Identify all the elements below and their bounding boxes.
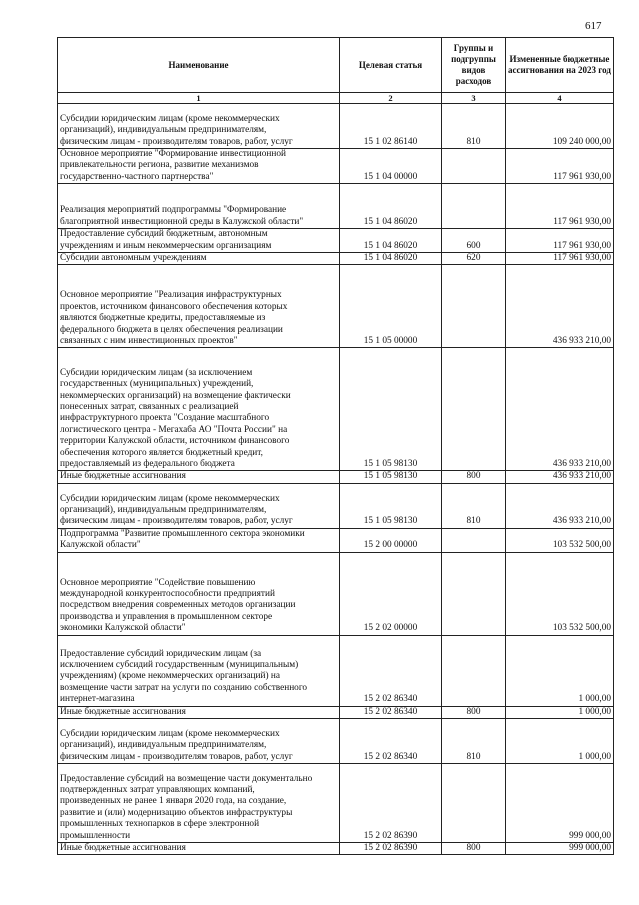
row-expense-group: 800: [442, 843, 506, 855]
column-number-2: 2: [340, 93, 442, 104]
row-amount: 436 933 210,00: [506, 265, 614, 348]
row-target-code: 15 1 04 86020: [340, 184, 442, 229]
table-row: [58, 184, 614, 229]
table-row: [58, 719, 614, 764]
row-name: Субсидии юридическим лицам (кроме некоммерческих организаций), индивидуальным предпринимателям, физическим лицам - производителям товаров, работ, услуг: [58, 483, 340, 528]
row-name: Иные бюджетные ассигнования: [58, 471, 340, 483]
table-row: [58, 471, 614, 483]
row-target-code: 15 2 02 86340: [340, 706, 442, 718]
table-row: [58, 706, 614, 718]
row-amount: 103 532 500,00: [506, 528, 614, 552]
row-name: Предоставление субсидий на возмещение части документально подтвержденных затрат управляющих компаний, произведенных не ранее 1 января 2020 года, на создание, развитие и (или) модернизацию объектов инфраструктуры промышленных технопарков в сфере электронной промышленности: [58, 764, 340, 843]
row-expense-group: 600: [442, 229, 506, 253]
table-row: [58, 253, 614, 265]
row-expense-group: 800: [442, 471, 506, 483]
row-expense-group: 810: [442, 719, 506, 764]
row-target-code: 15 1 05 98130: [340, 483, 442, 528]
row-target-code: 15 1 05 98130: [340, 471, 442, 483]
row-target-code: 15 1 04 86020: [340, 253, 442, 265]
row-amount: 1 000,00: [506, 706, 614, 718]
row-target-code: 15 1 05 00000: [340, 265, 442, 348]
row-name: Предоставление субсидий юридическим лицам (за исключением субсидий государственным (муниципальным) учреждениям) (кроме некоммерческих организаций) на возмещение части затрат на услуги по созданию собственного интернет-магазина: [58, 635, 340, 706]
row-name: Основное мероприятие "Содействие повышению международной конкурентоспособности предприятий посредством внедрения современных методов организации производства и управления в промышленном секторе экономики Калужской области": [58, 552, 340, 635]
row-expense-group: [442, 552, 506, 635]
row-expense-group: 620: [442, 253, 506, 265]
row-target-code: 15 2 02 86390: [340, 843, 442, 855]
row-name: Субсидии автономным учреждениям: [58, 253, 340, 265]
row-name: Субсидии юридическим лицам (кроме некоммерческих организаций), индивидуальным предпринимателям, физическим лицам - производителям товаров, работ, услуг: [58, 719, 340, 764]
row-name: Иные бюджетные ассигнования: [58, 843, 340, 855]
column-number-3: 3: [442, 93, 506, 104]
row-name: Реализация мероприятий подпрограммы "Формирование благоприятной инвестиционной среды в Калужской области": [58, 184, 340, 229]
row-amount: 117 961 930,00: [506, 253, 614, 265]
table-row: [58, 149, 614, 184]
column-number-1: 1: [58, 93, 340, 104]
header-target-article: Целевая статья: [340, 38, 442, 93]
column-number-4: 4: [506, 93, 614, 104]
row-target-code: 15 1 04 00000: [340, 149, 442, 184]
row-expense-group: [442, 265, 506, 348]
table-row: [58, 552, 614, 635]
row-name: Основное мероприятие "Реализация инфраструктурных проектов, источником финансового обеспечения которых являются бюджетные кредиты, предоставляемые из федерального бюджета в целях обеспечения реализации связанных с ним инвестиционных проектов": [58, 265, 340, 348]
table-row: [58, 528, 614, 552]
row-amount: 117 961 930,00: [506, 229, 614, 253]
row-expense-group: [442, 635, 506, 706]
row-expense-group: 800: [442, 706, 506, 718]
table-row: [58, 843, 614, 855]
row-expense-group: [442, 348, 506, 471]
table-row: [58, 483, 614, 528]
row-amount: 103 532 500,00: [506, 552, 614, 635]
row-name: Основное мероприятие "Формирование инвестиционной привлекательности региона, развитие механизмов государственно-частного партнерства": [58, 149, 340, 184]
row-amount: 1 000,00: [506, 635, 614, 706]
row-target-code: 15 2 02 86390: [340, 764, 442, 843]
table-row: [58, 764, 614, 843]
row-name: Предоставление субсидий бюджетным, автономным учреждениям и иным некоммерческим организациям: [58, 229, 340, 253]
row-amount: 109 240 000,00: [506, 104, 614, 149]
row-amount: 117 961 930,00: [506, 184, 614, 229]
row-amount: 436 933 210,00: [506, 348, 614, 471]
row-name: Субсидии юридическим лицам (кроме некоммерческих организаций), индивидуальным предпринимателям, физическим лицам - производителям товаров, работ, услуг: [58, 104, 340, 149]
row-name: Иные бюджетные ассигнования: [58, 706, 340, 718]
row-expense-group: 810: [442, 104, 506, 149]
header-expense-groups: Группы и подгруппы видов расходов: [442, 38, 506, 93]
row-target-code: 15 2 02 86340: [340, 719, 442, 764]
row-target-code: 15 1 02 86140: [340, 104, 442, 149]
row-expense-group: [442, 764, 506, 843]
row-target-code: 15 2 02 00000: [340, 552, 442, 635]
row-expense-group: [442, 184, 506, 229]
row-target-code: 15 2 02 86340: [340, 635, 442, 706]
row-target-code: 15 1 04 86020: [340, 229, 442, 253]
table-row: [58, 104, 614, 149]
table-row: [58, 348, 614, 471]
header-allocations: Измененные бюджетные ассигнования на 2023 год: [506, 38, 614, 93]
row-target-code: 15 2 00 00000: [340, 528, 442, 552]
page-number: 617: [585, 20, 602, 32]
row-amount: 117 961 930,00: [506, 149, 614, 184]
table-row: [58, 265, 614, 348]
row-expense-group: [442, 528, 506, 552]
row-name: Субсидии юридическим лицам (за исключением государственных (муниципальных) учреждений, некоммерческих организаций) на возмещение фактически понесенных затрат, связанных с реализацией инфраструктурного проекта "Создание масштабного логистического центра - Мегахаба АО "Почта России" на территории Калужской области, источником финансового обеспечения которого является бюджетный кредит, предоставляемый из федерального бюджета: [58, 348, 340, 471]
table-row: [58, 635, 614, 706]
row-expense-group: 810: [442, 483, 506, 528]
table-row: [58, 229, 614, 253]
row-amount: 999 000,00: [506, 764, 614, 843]
row-target-code: 15 1 05 98130: [340, 348, 442, 471]
row-name: Подпрограмма "Развитие промышленного сектора экономики Калужской области": [58, 528, 340, 552]
row-amount: 436 933 210,00: [506, 483, 614, 528]
row-expense-group: [442, 149, 506, 184]
row-amount: 1 000,00: [506, 719, 614, 764]
header-name: Наименование: [58, 38, 340, 93]
row-amount: 999 000,00: [506, 843, 614, 855]
budget-table: [57, 37, 614, 855]
row-amount: 436 933 210,00: [506, 471, 614, 483]
